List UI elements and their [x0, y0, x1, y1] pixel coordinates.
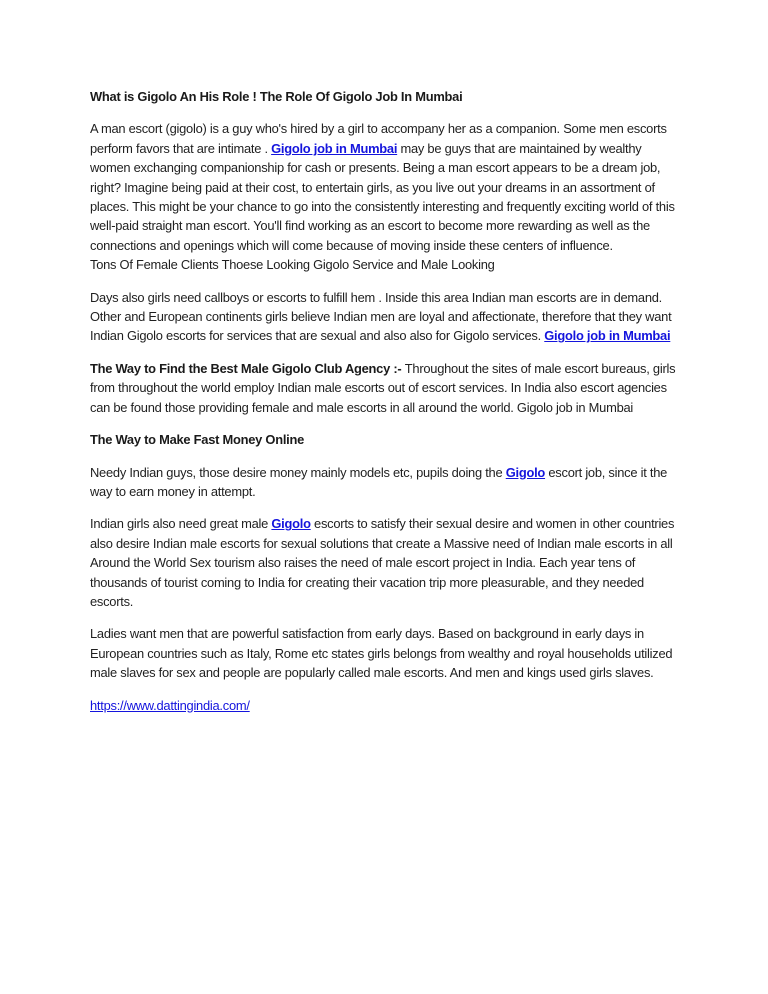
section-heading-fast-money: The Way to Make Fast Money Online: [90, 432, 305, 448]
text-run: Throughout the sites of male escort bureaus, girls from throughout the world employ Indian male escorts out of escort services. In India also escort agencies can be found those providing female and male escorts in all around the world. Gigolo job in Mumbai: [90, 360, 676, 415]
text-run: A man escort (gigolo) is a guy who's hired by a girl to accompany her as a companion. Some men escorts perform favors that are intimate .: [90, 121, 667, 156]
paragraph-demand: [90, 288, 680, 346]
paragraph-intro: [90, 119, 680, 274]
text-run: escorts to satisfy their sexual desire and women in other countries also desire Indian male escorts for sexual solutions that create a Massive need of Indian male escorts in all Around the World Sex tourism also raises the need of male escort project in India. Each year tens of thousands of tourist coming to India for creating their vacation trip more pleasurable, and they needed escorts.: [90, 516, 675, 609]
document-title: What is Gigolo An His Role ! The Role Of Gigolo Job In Mumbai: [90, 89, 463, 104]
document-content: [90, 87, 680, 728]
paragraph-ladies-history: [90, 624, 680, 682]
text-run: escort job, since it the way to earn money in attempt.: [90, 464, 668, 499]
dattingindia-url-link[interactable]: https://www.dattingindia.com/: [90, 697, 250, 713]
text-run: may be guys that are maintained by wealthy women exchanging companionship for cash or presents. Being a man escort appears to be a dream job, right? Imagine being paid at their cost, to entertain girls, as you live out your dreams in an assortment of places. This might be your chance to go into the consistently interesting and frequently exciting world of this well-paid straight man escort. You'll find working as an escort to become more rewarding as well as the connections and openings which will come because of moving inside these centers of influence.: [90, 140, 675, 253]
paragraph-find-agency: [90, 359, 680, 417]
text-run: Tons Of Female Clients Thoese Looking Gigolo Service and Male Looking: [90, 257, 495, 273]
text-run: Indian girls also need great male: [90, 516, 272, 532]
paragraph-needy-guys: [90, 463, 680, 502]
gigolo-job-in-mumbai-link-2[interactable]: Gigolo job in Mumbai: [544, 328, 671, 344]
paragraph-site-link: [90, 696, 680, 715]
gigolo-job-in-mumbai-link-1[interactable]: Gigolo job in Mumbai: [271, 140, 398, 156]
bold-text-run: The Way to Find the Best Male Gigolo Club Agency :-: [90, 360, 405, 376]
text-run: Days also girls need callboys or escorts to fulfill hem . Inside this area Indian man escorts are in demand. Other and European continents girls believe Indian men are loyal and affectionate, therefore that they want Indian Gigolo escorts for services that are sexual and also also for Gigolo services.: [90, 289, 672, 344]
text-run: Needy Indian guys, those desire money mainly models etc, pupils doing the: [90, 464, 506, 480]
gigolo-link-2[interactable]: Gigolo: [271, 516, 311, 532]
paragraph-indian-girls: [90, 514, 680, 611]
text-run: Ladies want men that are powerful satisfaction from early days. Based on background in early days in European countries such as Italy, Rome etc states girls belongs from wealthy and royal households utilized male slaves for sex and people are popularly called male escorts. And men and kings used girls slaves.: [90, 626, 673, 681]
gigolo-link-1[interactable]: Gigolo: [505, 464, 546, 480]
